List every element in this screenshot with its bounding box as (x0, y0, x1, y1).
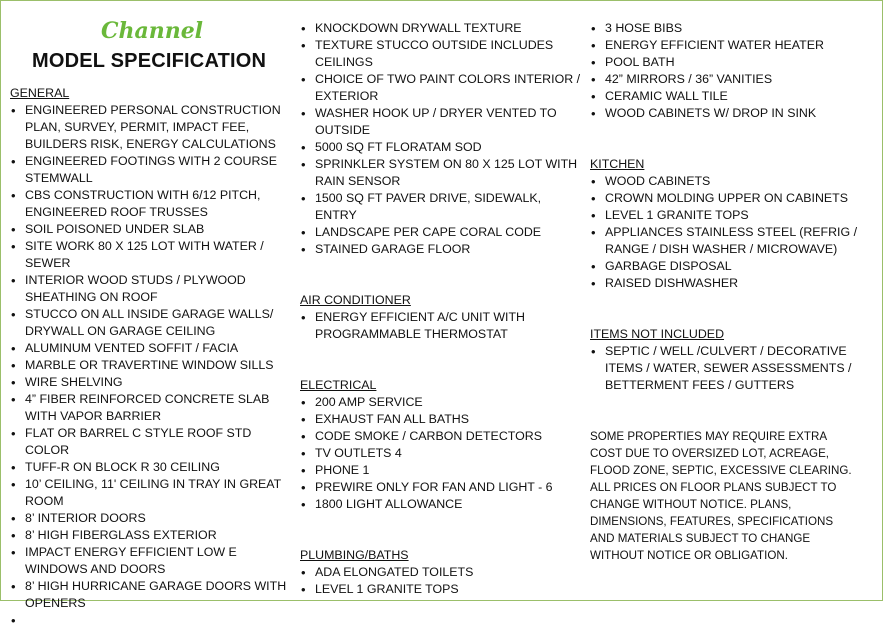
list-item: • STAINED GARAGE FLOOR (300, 241, 582, 258)
list-item: • RAISED DISHWASHER (590, 275, 860, 292)
air-conditioner-list (300, 309, 582, 343)
list-item: • 3 HOSE BIBS (590, 20, 860, 37)
kitchen-list (590, 173, 860, 292)
list-item: • IMPACT ENERGY EFFICIENT LOW E WINDOWS AND DOORS (10, 544, 295, 578)
items-not-included-list (590, 343, 860, 394)
list-item: • GARBAGE DISPOSAL (590, 258, 860, 275)
list-item: • 10’ CEILING, 11' CEILING IN TRAY IN GREAT ROOM (10, 476, 295, 510)
list-item: • 200 AMP SERVICE (300, 394, 582, 411)
list-item: • WOOD CABINETS (590, 173, 860, 190)
section-heading-items-not-included: ITEMS NOT INCLUDED (590, 327, 725, 341)
list-item: • WIRE SHELVING (10, 374, 295, 391)
list-item: • CHOICE OF TWO PAINT COLORS INTERIOR / EXTERIOR (300, 71, 582, 105)
list-item: • EXHAUST FAN ALL BATHS (300, 411, 582, 428)
list-item: • LEVEL 1 GRANITE TOPS (590, 207, 860, 224)
list-item: • 4” FIBER REINFORCED CONCRETE SLAB WITH VAPOR BARRIER (10, 391, 295, 425)
list-item: • LANDSCAPE PER CAPE CORAL CODE (300, 224, 582, 241)
list-item: • SPRINKLER SYSTEM ON 80 X 125 LOT WITH RAIN SENSOR (300, 156, 582, 190)
list-item: • 1500 SQ FT PAVER DRIVE, SIDEWALK, ENTRY (300, 190, 582, 224)
list-item: • TUFF-R ON BLOCK R 30 CEILING (10, 459, 295, 476)
list-item: • WOOD CABINETS W/ DROP IN SINK (590, 105, 860, 122)
list-item: • ENERGY EFFICIENT A/C UNIT WITH PROGRAMMABLE THERMOSTAT (300, 309, 582, 343)
list-item: • ALUMINUM VENTED SOFFIT / FACIA (10, 340, 295, 357)
list-item: • ENERGY EFFICIENT WATER HEATER (590, 37, 860, 54)
list-item: • TV OUTLETS 4 (300, 445, 582, 462)
section-heading-kitchen: KITCHEN (590, 157, 645, 171)
list-item: • ADA ELONGATED TOILETS (300, 564, 582, 581)
disclaimer-note: SOME PROPERTIES MAY REQUIRE EXTRA COST DUE TO OVERSIZED LOT, ACREAGE, FLOOD ZONE, SEPTIC, EXCESSIVE CLEARING. ALL PRICES ON FLOOR PLANS SUBJECT TO CHANGE WITHOUT NOTICE. PLANS, DIMENSIONS, FEATURES, SPECIFICATIONS AND MATERIALS SUBJECT TO CHANGE WITHOUT NOTICE OR OBLIGATION. (590, 430, 852, 562)
list-item: • LEVEL 1 GRANITE TOPS (300, 581, 582, 598)
list-item: • SITE WORK 80 X 125 LOT WITH WATER / SEWER (10, 238, 295, 272)
list-item: • 5000 SQ FT FLORATAM SOD (300, 139, 582, 156)
section-heading-plumbing: PLUMBING/BATHS (300, 548, 409, 562)
section-heading-electrical: ELECTRICAL (300, 378, 377, 392)
list-item: • ENGINEERED FOOTINGS WITH 2 COURSE STEMWALL (10, 153, 295, 187)
column-2 (300, 20, 582, 598)
list-item: • FLAT OR BARREL C STYLE ROOF STD COLOR (10, 425, 295, 459)
general-continued-list (300, 20, 582, 258)
list-item: • 8’ HIGH HURRICANE GARAGE DOORS WITH OPENERS (10, 578, 295, 612)
list-item: • APPLIANCES STAINLESS STEEL (REFRIG / RANGE / DISH WASHER / MICROWAVE) (590, 224, 860, 258)
column-1 (10, 85, 295, 612)
list-item: • MARBLE OR TRAVERTINE WINDOW SILLS (10, 357, 295, 374)
list-item: • KNOCKDOWN DRYWALL TEXTURE (300, 20, 582, 37)
list-item: • PHONE 1 (300, 462, 582, 479)
list-item: • POOL BATH (590, 54, 860, 71)
list-item: • 42” MIRRORS / 36” VANITIES (590, 71, 860, 88)
column-3 (590, 20, 860, 564)
list-item: • WASHER HOOK UP / DRYER VENTED TO OUTSIDE (300, 105, 582, 139)
list-item: • ENGINEERED PERSONAL CONSTRUCTION PLAN, SURVEY, PERMIT, IMPACT FEE, BUILDERS RISK, ENERGY CALCULATIONS (10, 102, 295, 153)
list-item: • 8’ HIGH FIBERGLASS EXTERIOR (10, 527, 295, 544)
list-item: • PREWIRE ONLY FOR FAN AND LIGHT - 6 (300, 479, 582, 496)
plumbing-continued-list (590, 20, 860, 122)
channel-logo (92, 15, 212, 45)
list-item: • 8’ INTERIOR DOORS (10, 510, 295, 527)
list-item: • 1800 LIGHT ALLOWANCE (300, 496, 582, 513)
list-item: • INTERIOR WOOD STUDS / PLYWOOD SHEATHING ON ROOF (10, 272, 295, 306)
general-list (10, 102, 295, 612)
section-heading-general: GENERAL (10, 86, 70, 100)
list-item: • STUCCO ON ALL INSIDE GARAGE WALLS/ DRYWALL ON GARAGE CEILING (10, 306, 295, 340)
plumbing-list (300, 564, 582, 598)
section-heading-air-conditioner: AIR CONDITIONER (300, 293, 411, 307)
list-item: • SOIL POISONED UNDER SLAB (10, 221, 295, 238)
channel-logo-text: Channel (100, 18, 204, 44)
electrical-list (300, 394, 582, 513)
list-item: • TEXTURE STUCCO OUTSIDE INCLUDES CEILINGS (300, 37, 582, 71)
list-item: • CROWN MOLDING UPPER ON CABINETS (590, 190, 860, 207)
page-title: MODEL SPECIFICATION (32, 50, 267, 72)
list-item: • CODE SMOKE / CARBON DETECTORS (300, 428, 582, 445)
list-item: • SEPTIC / WELL /CULVERT / DECORATIVE ITEMS / WATER, SEWER ASSESSMENTS / BETTERMENT FEES / GUTTERS (590, 343, 860, 394)
list-item: • CERAMIC WALL TILE (590, 88, 860, 105)
list-item: • CBS CONSTRUCTION WITH 6/12 PITCH, ENGINEERED ROOF TRUSSES (10, 187, 295, 221)
